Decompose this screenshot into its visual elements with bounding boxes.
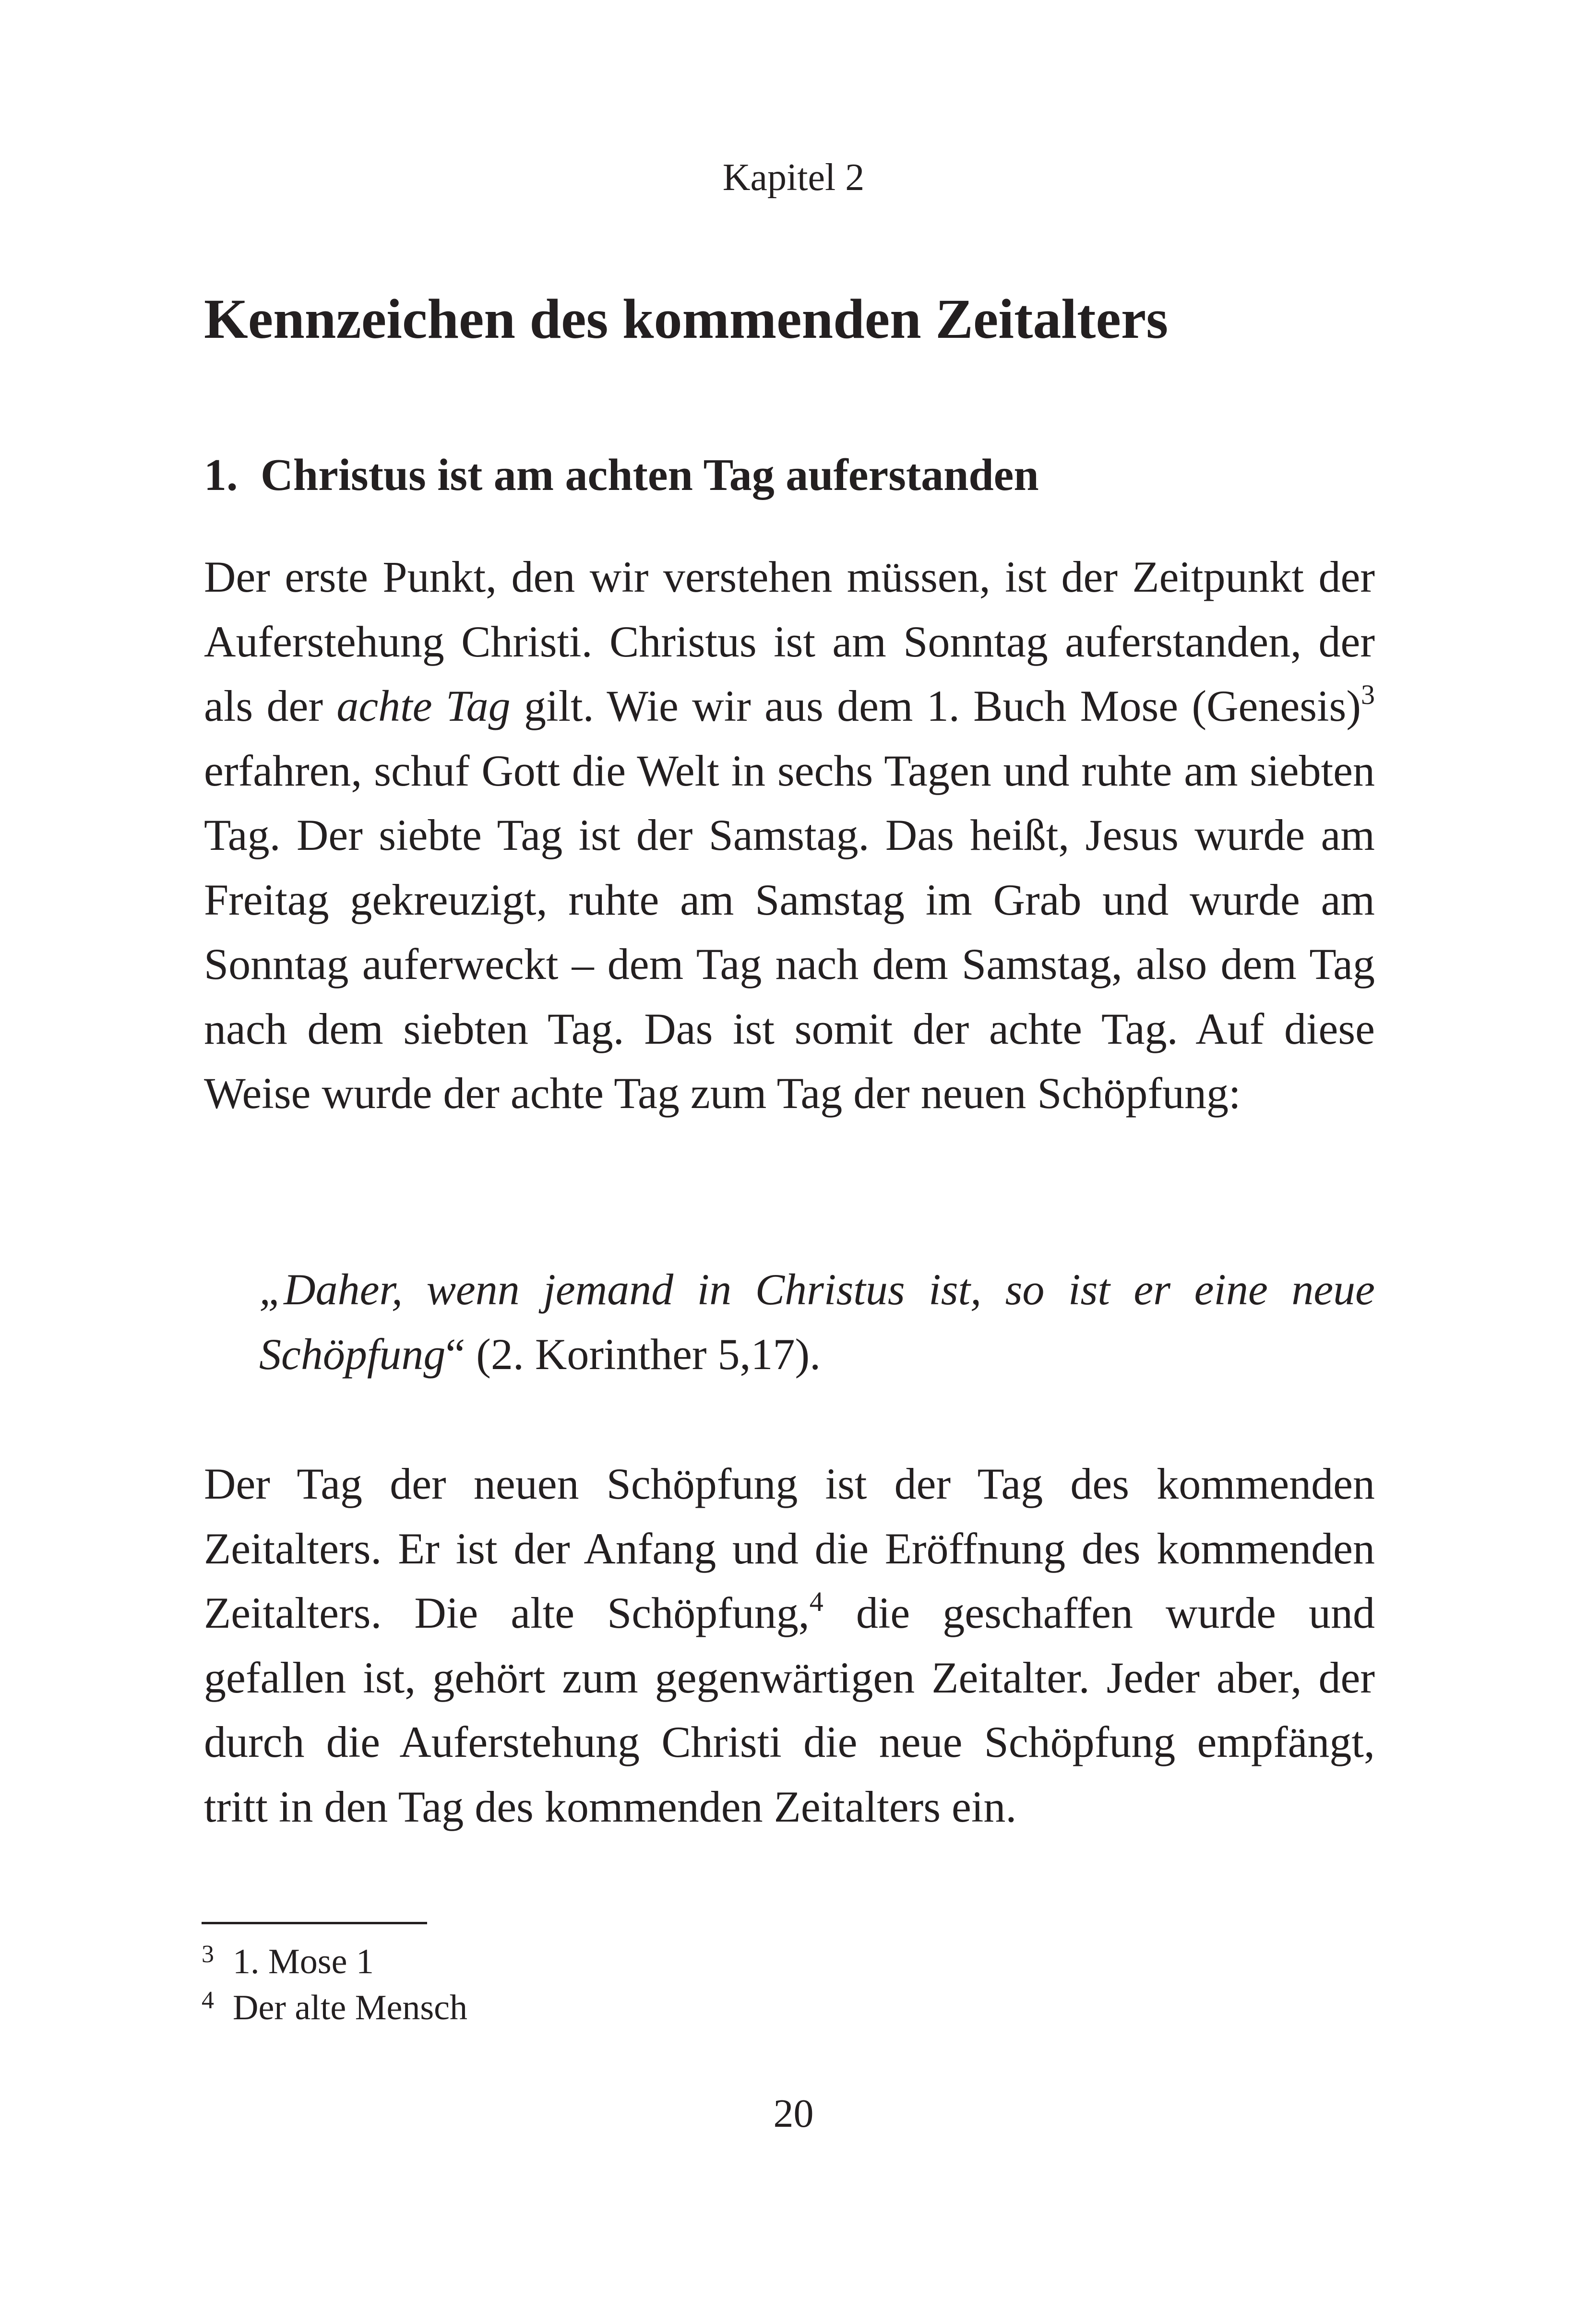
footnote-4: 4 Der alte Mensch <box>202 1986 468 2027</box>
body-paragraph-2 <box>204 1452 1375 1839</box>
footnote-text: 1. Mose 1 <box>233 1942 374 1981</box>
paragraph-text: gilt. Wie wir aus dem 1. Buch Mose (Genesis) <box>510 681 1361 730</box>
emphasis-text: achte Tag <box>336 681 511 730</box>
paragraph-text: Der erste Punkt, den wir verstehen müssen, ist der Zeitpunkt der Auferstehung Christi. Christus ist am Sonntag auferstanden, der als der <box>204 552 1375 730</box>
chapter-title: Kennzeichen des kommenden Zeitalters <box>204 287 1169 350</box>
footnote-divider <box>202 1922 427 1924</box>
quote-citation: “ (2. Korinther 5,17). <box>445 1329 821 1379</box>
paragraph-text: Der Tag der neuen Schöpfung ist der Tag des kommenden Zeitalters. Er ist der Anfang und die Eröffnung des kommenden Zeitalters. Die alte Schöpfung, <box>204 1459 1375 1637</box>
section-number: 1. <box>204 450 238 500</box>
quote-text: „Daher, wenn jemand in Christus ist, so ist er eine neue Schöpfung <box>259 1265 1375 1379</box>
footnote-text: Der alte Mensch <box>233 1988 468 2027</box>
footnote-reference: 3 <box>1361 679 1375 711</box>
paragraph-text: erfahren, schuf Gott die Welt in sechs Tagen und ruhte am siebten Tag. Der siebte Tag ist der Samstag. Das heißt, Jesus wurde am Freitag gekreuzigt, ruhte am Samstag im Grab und wurde am Sonntag auferweckt – dem Tag nach dem Samstag, also dem Tag nach dem siebten Tag. Das ist somit der achte Tag. Auf diese Weise wurde der achte Tag zum Tag der neuen Schöpfung: <box>204 746 1375 1118</box>
section-heading <box>204 444 1384 506</box>
page-number: 20 <box>773 2091 814 2136</box>
paragraph-text: die geschaffen wurde und gefallen ist, gehört zum gegenwärtigen Zeitalter. Jeder aber, der durch die Auferstehung Christi die neue Schöpfung empfängt, tritt in den Tag des kommenden Zeitalters ein. <box>204 1588 1375 1831</box>
footnotes <box>202 1939 1372 2031</box>
footnote-3: 3 1. Mose 1 <box>202 1940 374 1981</box>
section-title: Christus ist am achten Tag auferstanden <box>261 450 1039 500</box>
footnote-reference: 4 <box>809 1586 823 1618</box>
running-head: Kapitel 2 <box>722 156 865 199</box>
block-quote <box>259 1257 1375 1386</box>
body-paragraph-1 <box>204 545 1375 1126</box>
